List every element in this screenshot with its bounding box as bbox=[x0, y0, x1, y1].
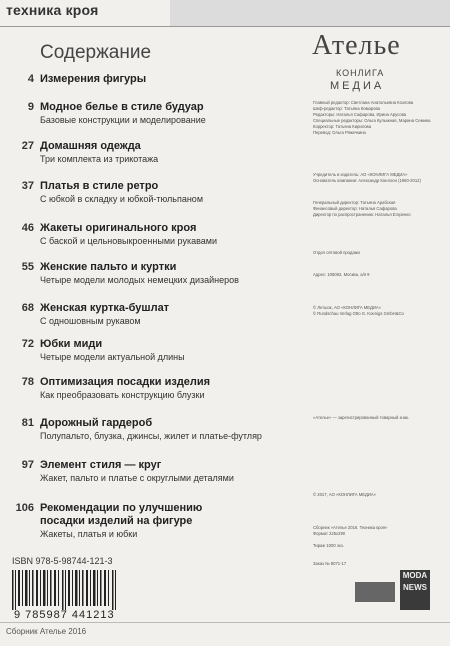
item-title: Оптимизация посадки изделия bbox=[40, 376, 211, 388]
page-number: 81 bbox=[21, 417, 34, 429]
imprint-line: Заказ № 8071-17 bbox=[313, 561, 347, 566]
brand-logo: Ателье bbox=[312, 30, 401, 61]
imprint-line: Отдел оптовой продажи bbox=[313, 250, 360, 255]
page-number: 78 bbox=[21, 376, 34, 388]
page-number: 55 bbox=[21, 261, 34, 273]
imprint-line: Перевод: Ольга Ряжечкина bbox=[313, 130, 366, 135]
item-subtitle: Базовые конструкции и моделирование bbox=[40, 115, 206, 125]
imprint-line: Директор по распространению: Наталья Егоренко bbox=[313, 212, 411, 217]
page-number: 37 bbox=[21, 180, 34, 192]
imprint-line: © Rundschau Verlag Otto G. Koenigs GmbH&Co bbox=[313, 311, 404, 316]
page-number: 4 bbox=[27, 73, 34, 85]
imprint-line: Специальные редакторы: Ольга Кулыжная, Марина Семина bbox=[313, 118, 431, 123]
page-number: 106 bbox=[15, 502, 34, 514]
item-subtitle: С одношовным рукавом bbox=[40, 316, 141, 326]
section-title: техника кроя bbox=[6, 2, 99, 18]
imprint-line: Учредитель и издатель: АО «КОНЛИГА МЕДИА» bbox=[313, 172, 408, 177]
item-subtitle: Полупальто, блузка, джинсы, жилет и платье-футляр bbox=[40, 431, 262, 441]
imprint-line: Генеральный директор: Татьяна Арабская bbox=[313, 200, 396, 205]
item-title: Женские пальто и куртки bbox=[40, 261, 177, 273]
item-subtitle: Жакеты, платья и юбки bbox=[40, 529, 138, 539]
imprint-line: Формат 225х290 bbox=[313, 531, 346, 536]
imprint-line: Корректор: Татьяна Кирилова bbox=[313, 124, 372, 129]
imprint-line: «Ателье» — зарегистрированный товарный знак. bbox=[313, 415, 410, 420]
item-title: Дорожный гардероб bbox=[40, 417, 153, 429]
toc-heading: Содержание bbox=[40, 42, 152, 63]
item-title: Домашняя одежда bbox=[40, 140, 141, 152]
item-subtitle: Три комплекта из трикотажа bbox=[40, 154, 159, 164]
imprint-line: Редакторы: Наталья Сафарова, Ирина Арусова bbox=[313, 112, 407, 117]
page-number: 27 bbox=[21, 140, 34, 152]
page-number: 72 bbox=[21, 338, 34, 350]
item-title: Жакеты оригинального кроя bbox=[40, 222, 197, 234]
small-logo bbox=[355, 582, 395, 602]
badge-line2: NEWS bbox=[403, 583, 427, 592]
item-title: Юбки миди bbox=[40, 338, 103, 350]
item-title: Модное белье в стиле будуар bbox=[40, 101, 204, 113]
page-number: 9 bbox=[27, 101, 34, 113]
brand-sub1: КОНЛИГА bbox=[336, 68, 385, 78]
imprint-line: Финансовый директор: Наталья Сафарова bbox=[313, 206, 397, 211]
imprint-line: Главный редактор: Светлана Анатольевна Козлова bbox=[313, 100, 414, 105]
page-number: 97 bbox=[21, 459, 34, 471]
header-strip bbox=[170, 0, 450, 26]
item-title: Женская куртка-бушлат bbox=[40, 302, 170, 314]
imprint-line: Тираж 1000 экз. bbox=[313, 543, 344, 548]
item-subtitle: Жакет, пальто и платье с округлыми деталями bbox=[40, 473, 234, 483]
item-subtitle: Четыре модели актуальной длины bbox=[40, 352, 185, 362]
brand-sub2: МЕДИА bbox=[330, 80, 385, 92]
imprint-line: Адрес: 105082, Москва, а/я 9 bbox=[313, 272, 370, 277]
item-title-line2: посадки изделий на фигуре bbox=[40, 515, 193, 527]
imprint-line: © Летшок, АО «КОНЛИГА МЕДИА» bbox=[313, 305, 382, 310]
imprint-line: Сборник «Ателье 2016. Техника кроя» bbox=[313, 525, 388, 530]
badge-line1: MODA bbox=[402, 571, 428, 580]
item-subtitle: Как преобразовать конструкцию блузки bbox=[40, 390, 205, 400]
isbn-label: ISBN 978-5-98744-121-3 bbox=[12, 556, 113, 566]
item-subtitle: С юбкой в складку и юбкой-тюльпаном bbox=[40, 194, 204, 204]
footer-divider bbox=[0, 622, 450, 623]
page-number: 46 bbox=[21, 222, 34, 234]
imprint-line: Основатель компании: Александр Конлоон (1950-2012) bbox=[313, 178, 421, 183]
page-number: 68 bbox=[21, 302, 34, 314]
item-title: Измерения фигуры bbox=[40, 73, 147, 85]
item-title: Рекомендации по улучшению bbox=[40, 502, 203, 514]
item-subtitle: Четыре модели молодых немецких дизайнеров bbox=[40, 275, 239, 285]
item-title: Платья в стиле ретро bbox=[40, 180, 159, 192]
item-title: Элемент стиля — круг bbox=[40, 459, 162, 471]
footer-text: Сборник Ателье 2016 bbox=[6, 627, 87, 636]
barcode-digits: 9 785987 441213 bbox=[14, 609, 115, 621]
moda-news-badge bbox=[400, 570, 430, 610]
imprint-line: Шеф-редактор: Татьяна Комарова bbox=[313, 106, 380, 111]
imprint-line: © 2017, АО «КОНЛИГА МЕДИА» bbox=[313, 492, 376, 497]
barcode-icon bbox=[10, 570, 118, 610]
item-subtitle: С баской и цельновыкроенными рукавами bbox=[40, 236, 218, 246]
